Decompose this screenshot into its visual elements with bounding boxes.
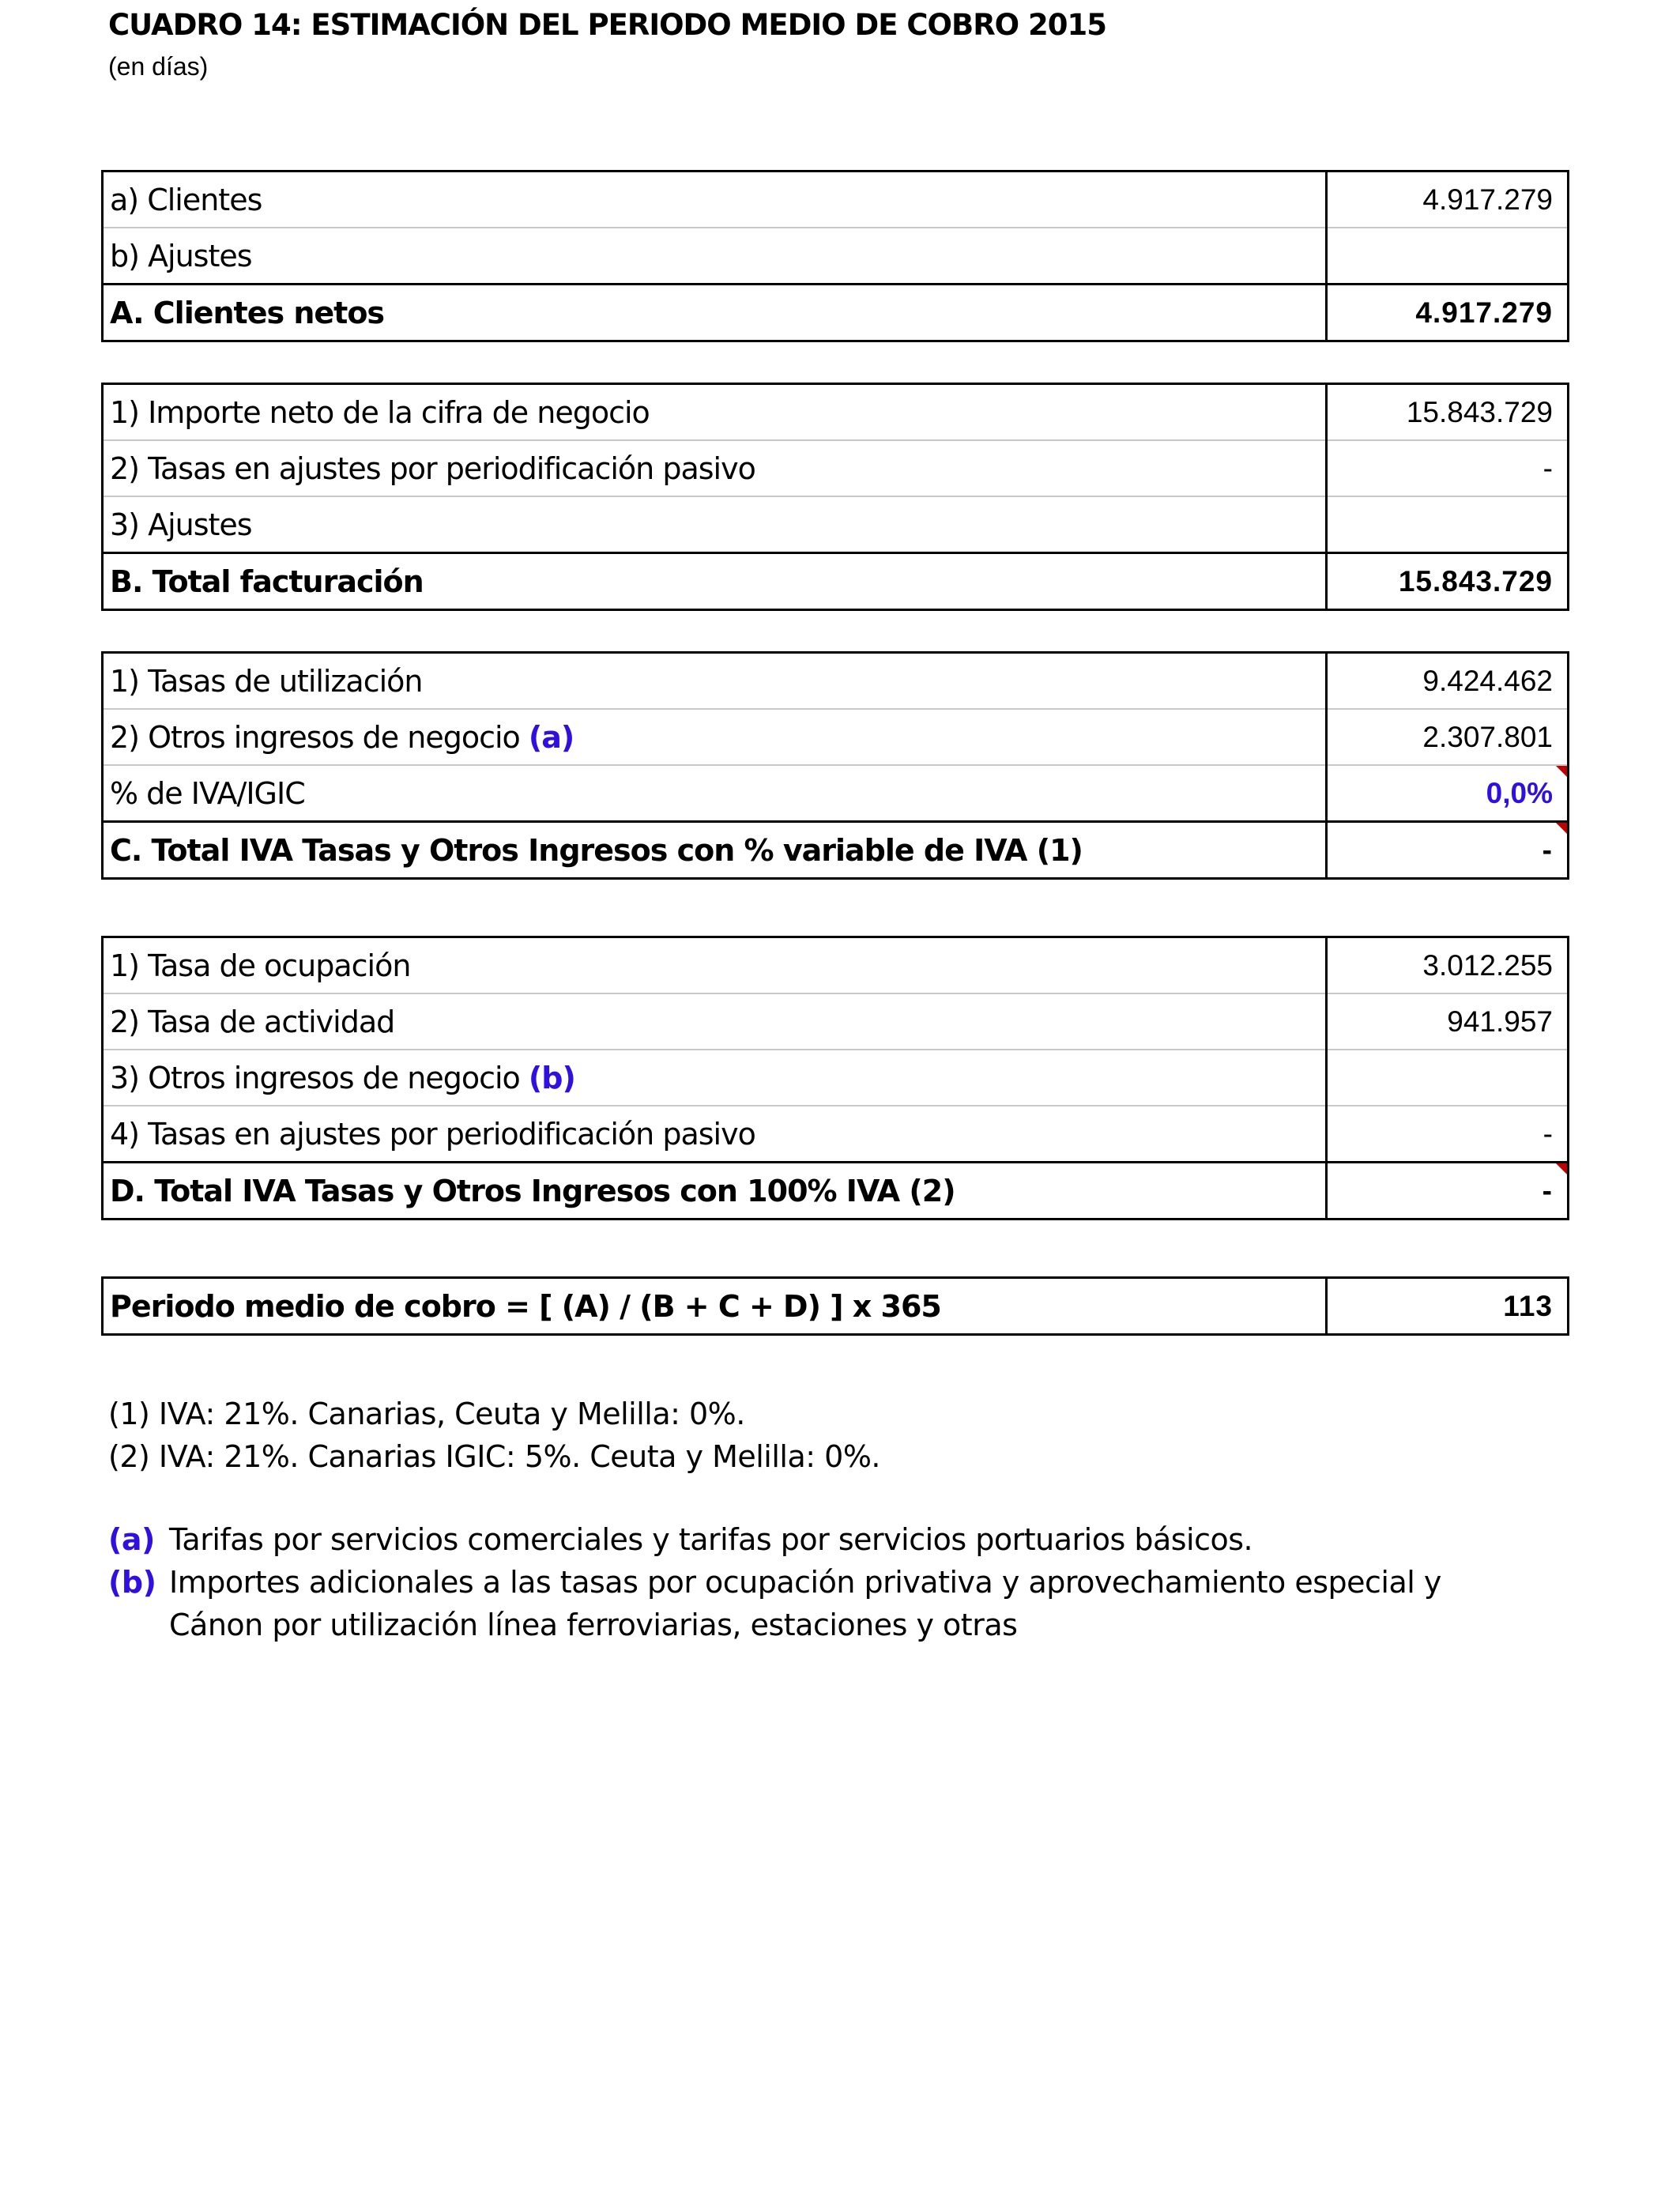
total-row bbox=[103, 822, 1569, 879]
total-value-text: - bbox=[1542, 833, 1553, 866]
footnotes bbox=[108, 1393, 880, 1478]
row-label: % de IVA/IGIC bbox=[103, 765, 1327, 822]
row-label: 2) Tasa de actividad bbox=[103, 993, 1327, 1050]
total-value-text: - bbox=[1542, 1174, 1553, 1207]
result-row bbox=[103, 1278, 1569, 1335]
table-row bbox=[103, 709, 1569, 765]
result-value: 113 bbox=[1327, 1278, 1569, 1335]
table-row bbox=[103, 937, 1569, 994]
footnote-b-continuation: Cánon por utilización línea ferroviarias, estaciones y otras bbox=[169, 1608, 1018, 1642]
total-value bbox=[1327, 1163, 1569, 1220]
row-value bbox=[1327, 496, 1569, 553]
total-value bbox=[1327, 822, 1569, 879]
iva-percent-value: 0,0% bbox=[1486, 776, 1553, 809]
table-row bbox=[103, 765, 1569, 822]
table-row bbox=[103, 384, 1569, 441]
row-label: 3) Ajustes bbox=[103, 496, 1327, 553]
note-ref-b: (b) bbox=[528, 1060, 575, 1095]
footnotes-letters bbox=[108, 1518, 1441, 1646]
iva-percent-input[interactable] bbox=[1327, 765, 1569, 822]
table-facturacion bbox=[101, 383, 1569, 611]
footnote-b-text: Importes adicionales a las tasas por ocupación privativa y aprovechamiento especial y bbox=[169, 1565, 1441, 1600]
row-value: - bbox=[1327, 440, 1569, 496]
total-label: D. Total IVA Tasas y Otros Ingresos con 100% IVA (2) bbox=[103, 1163, 1327, 1220]
row-label bbox=[103, 1050, 1327, 1106]
row-value bbox=[1327, 228, 1569, 285]
table-row bbox=[103, 1050, 1569, 1106]
footnote-1: (1) IVA: 21%. Canarias, Ceuta y Melilla: 0%. bbox=[108, 1397, 745, 1431]
table-iva-100 bbox=[101, 936, 1569, 1220]
footnote-a-text: Tarifas por servicios comerciales y tarifas por servicios portuarios básicos. bbox=[169, 1522, 1253, 1557]
total-value: 15.843.729 bbox=[1327, 553, 1569, 610]
row-label: 1) Importe neto de la cifra de negocio bbox=[110, 394, 650, 430]
row-value: 9.424.462 bbox=[1327, 653, 1569, 710]
comment-marker-icon[interactable] bbox=[1556, 823, 1567, 834]
row-label: b) Ajustes bbox=[103, 228, 1327, 285]
total-label: A. Clientes netos bbox=[103, 285, 1327, 341]
total-value: 4.917.279 bbox=[1327, 285, 1569, 341]
footnote-a bbox=[108, 1518, 1441, 1561]
table-row bbox=[103, 172, 1569, 228]
comment-marker-icon[interactable] bbox=[1556, 766, 1567, 777]
total-label: B. Total facturación bbox=[103, 553, 1327, 610]
table-row bbox=[103, 228, 1569, 285]
total-row bbox=[103, 553, 1569, 610]
table-row bbox=[103, 993, 1569, 1050]
table-row bbox=[103, 496, 1569, 553]
table-result bbox=[101, 1276, 1569, 1336]
total-row bbox=[103, 285, 1569, 341]
row-label: 2) Tasas en ajustes por periodificación pasivo bbox=[103, 440, 1327, 496]
row-label-text: 3) Otros ingresos de negocio bbox=[110, 1060, 520, 1095]
footnote-b-tag: (b) bbox=[108, 1565, 156, 1600]
row-value: 15.843.729 bbox=[1327, 384, 1569, 441]
table-iva-variable bbox=[101, 651, 1569, 880]
table-clientes bbox=[101, 170, 1569, 342]
note-ref-a: (a) bbox=[528, 719, 574, 755]
row-value: 941.957 bbox=[1327, 993, 1569, 1050]
footnote-b bbox=[108, 1561, 1441, 1604]
row-label-text: 2) Otros ingresos de negocio bbox=[110, 719, 520, 755]
table-row bbox=[103, 440, 1569, 496]
row-value: 3.012.255 bbox=[1327, 937, 1569, 994]
row-value bbox=[1327, 1050, 1569, 1106]
row-label: 1) Tasa de ocupación bbox=[110, 948, 411, 983]
row-value: 4.917.279 bbox=[1327, 172, 1569, 228]
footnote-2: (2) IVA: 21%. Canarias IGIC: 5%. Ceuta y Melilla: 0%. bbox=[108, 1439, 881, 1474]
result-label: Periodo medio de cobro = [ (A) / (B + C + D) ] x 365 bbox=[103, 1278, 1327, 1335]
total-label: C. Total IVA Tasas y Otros Ingresos con % variable de IVA (1) bbox=[103, 822, 1327, 879]
row-label: 1) Tasas de utilización bbox=[110, 663, 423, 699]
total-row bbox=[103, 1163, 1569, 1220]
row-label: 4) Tasas en ajustes por periodificación pasivo bbox=[103, 1106, 1327, 1163]
table-row bbox=[103, 1106, 1569, 1163]
comment-marker-icon[interactable] bbox=[1556, 1163, 1567, 1174]
row-label bbox=[103, 709, 1327, 765]
page-title: CUADRO 14: ESTIMACIÓN DEL PERIODO MEDIO DE COBRO 2015 bbox=[108, 8, 1106, 42]
page-subtitle: (en días) bbox=[108, 52, 209, 81]
table-row bbox=[103, 653, 1569, 710]
row-label: a) Clientes bbox=[110, 182, 262, 217]
row-value: - bbox=[1327, 1106, 1569, 1163]
row-value: 2.307.801 bbox=[1327, 709, 1569, 765]
footnote-a-tag: (a) bbox=[108, 1522, 155, 1557]
